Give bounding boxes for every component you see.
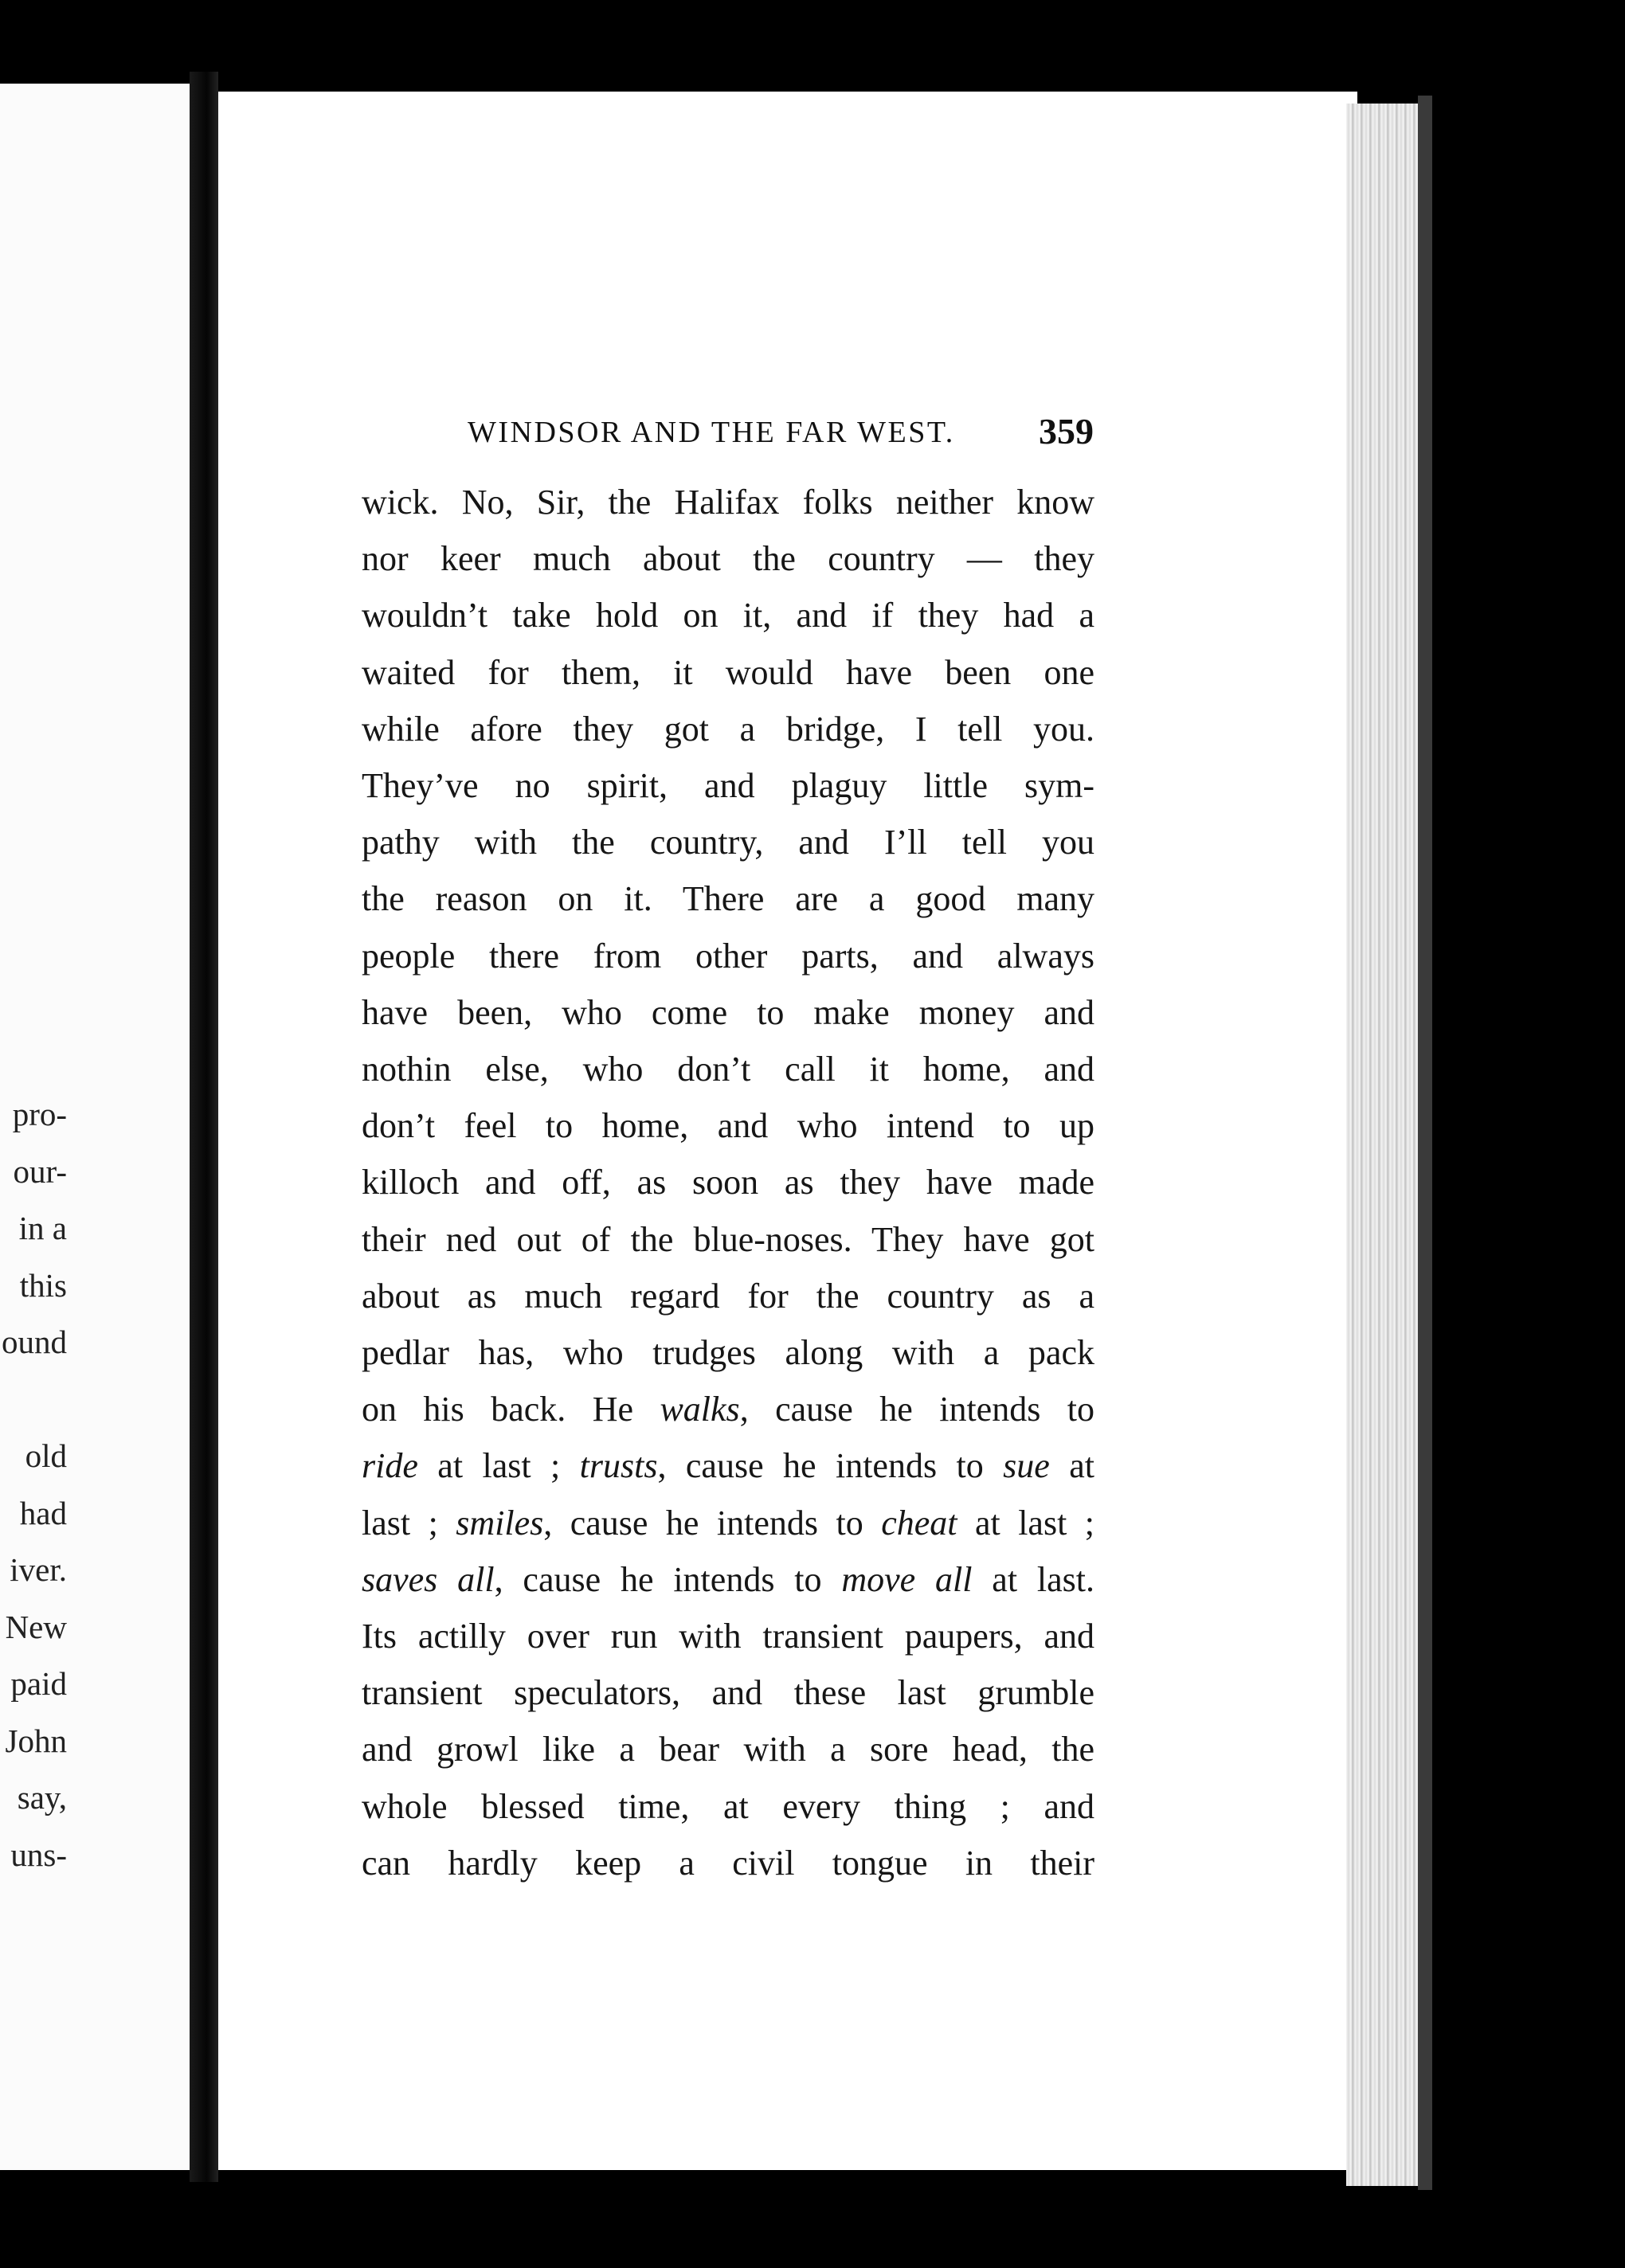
text-run: , cause he intends to (657, 1446, 1004, 1486)
italic-text-run: trusts (579, 1446, 658, 1486)
text-line (362, 1381, 1094, 1437)
facing-page-line-fragment: had (19, 1494, 67, 1531)
facing-page-line-fragment: ound (2, 1324, 67, 1360)
italic-text-run: smiles (456, 1503, 544, 1543)
text-run: nor keer much about the country — they (362, 539, 1094, 579)
text-line (362, 474, 1094, 530)
facing-page-line-fragment: iver. (10, 1551, 67, 1588)
italic-text-run: cheat (881, 1503, 957, 1543)
text-run: wick. No, Sir, the Halifax folks neither know (362, 483, 1094, 522)
text-line (362, 1324, 1094, 1381)
facing-page-line-fragment: this (19, 1266, 67, 1304)
text-line (362, 1664, 1094, 1721)
italic-text-run: walks (660, 1390, 740, 1429)
facing-page (0, 84, 190, 2170)
facing-page-line-fragment: New (5, 1608, 67, 1645)
facing-page-line-fragment: John (5, 1722, 67, 1759)
text-line (362, 1778, 1094, 1835)
text-run: nothin else, who don’t call it home, and (362, 1050, 1094, 1089)
text-run: , cause he intends to (494, 1559, 842, 1599)
text-line (362, 1211, 1094, 1268)
text-run: wouldn’t take hold on it, and if they had a (362, 596, 1094, 635)
text-run: their ned out of the blue-noses. They have got (362, 1219, 1094, 1259)
running-head (218, 410, 1357, 458)
text-line (362, 814, 1094, 870)
italic-text-run: sue (1003, 1446, 1050, 1486)
page-number: 359 (1039, 411, 1094, 452)
text-line (362, 1437, 1094, 1494)
facing-page-line-fragment: old (25, 1437, 67, 1474)
facing-page-line-fragment: say, (17, 1779, 67, 1816)
text-line (362, 1097, 1094, 1154)
text-line (362, 530, 1094, 587)
page-edges-shadow (1418, 96, 1432, 2190)
text-run: the reason on it. There are a good many (362, 879, 1094, 919)
text-run: , cause he intends to (543, 1503, 882, 1543)
text-run: killoch and off, as soon as they have made (362, 1163, 1094, 1202)
text-line (362, 757, 1094, 814)
facing-page-line-fragment: in a (18, 1210, 67, 1246)
text-run: can hardly keep a civil tongue in their (362, 1843, 1094, 1883)
facing-page-line-fragment: our- (13, 1152, 67, 1190)
text-run: have been, who come to make money and (362, 992, 1094, 1032)
text-run: at last ; (957, 1503, 1094, 1543)
facing-page-line-fragment: pro- (12, 1096, 67, 1132)
text-line (362, 870, 1094, 927)
text-line (362, 1721, 1094, 1777)
text-line (362, 701, 1094, 757)
text-line (362, 1551, 1094, 1608)
running-head-title: WINDSOR AND THE FAR WEST. (468, 416, 955, 449)
text-run: transient speculators, and these last grumble (362, 1673, 1094, 1713)
text-line (362, 928, 1094, 984)
text-run: while afore they got a bridge, I tell you. (362, 709, 1094, 749)
text-run: last ; (362, 1503, 456, 1543)
text-run: at last. (972, 1559, 1094, 1599)
book-page (218, 92, 1357, 2170)
text-line (362, 1835, 1094, 1891)
text-run: people there from other parts, and always (362, 936, 1094, 976)
italic-text-run: saves all (362, 1559, 495, 1599)
facing-page-line-fragment: paid (10, 1665, 67, 1702)
text-line (362, 1154, 1094, 1210)
text-run: pathy with the country, and I’ll tell you (362, 823, 1094, 862)
text-run: They’ve no spirit, and plaguy little sym- (362, 766, 1094, 805)
text-run: and growl like a bear with a sore head, the (362, 1730, 1094, 1769)
text-run: at (1049, 1446, 1094, 1486)
book-gutter (190, 72, 218, 2182)
text-line (362, 1041, 1094, 1097)
text-run: on his back. He (362, 1390, 660, 1429)
text-line (362, 984, 1094, 1041)
text-line (362, 644, 1094, 701)
text-run: about as much regard for the country as a (362, 1276, 1094, 1316)
italic-text-run: move all (841, 1559, 973, 1599)
text-run: at last ; (417, 1446, 580, 1486)
facing-page-line-fragment: uns- (10, 1836, 67, 1873)
text-run: waited for them, it would have been one (362, 652, 1094, 692)
italic-text-run: ride (362, 1446, 418, 1486)
text-line (362, 587, 1094, 643)
text-run: pedlar has, who trudges along with a pack (362, 1333, 1094, 1372)
text-line (362, 1268, 1094, 1324)
text-run: Its actilly over run with transient paupers, and (362, 1617, 1094, 1656)
page-edges (1346, 104, 1418, 2186)
text-run: whole blessed time, at every thing ; and (362, 1786, 1094, 1826)
text-run: don’t feel to home, and who intend to up (362, 1106, 1094, 1146)
text-line (362, 1608, 1094, 1664)
text-run: , cause he intends to (739, 1390, 1094, 1429)
text-line (362, 1495, 1094, 1551)
